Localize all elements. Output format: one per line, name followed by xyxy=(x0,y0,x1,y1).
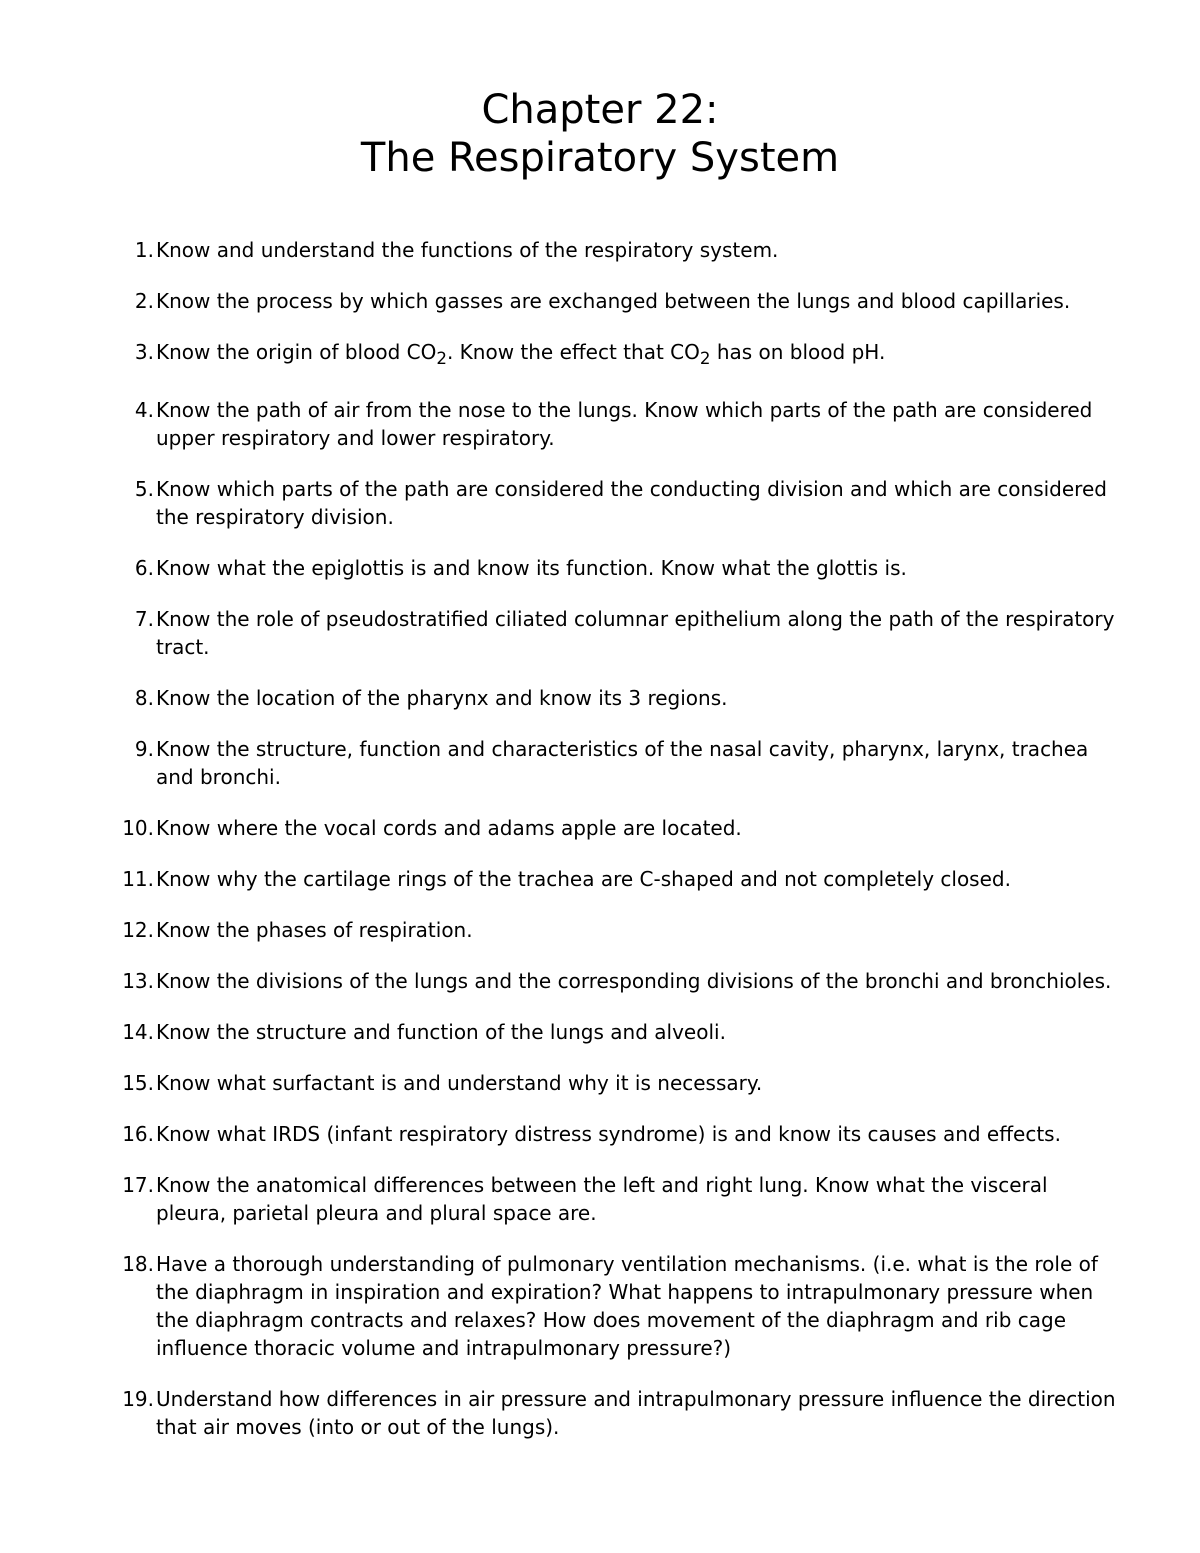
item-text: Know the divisions of the lungs and the corresponding divisions of the bronchi and bronchioles. xyxy=(156,969,1112,993)
item-text: Know the structure and function of the lungs and alveoli. xyxy=(156,1020,726,1044)
page-title xyxy=(0,86,1200,182)
objectives-list xyxy=(112,236,1122,1464)
list-item xyxy=(112,236,1122,264)
item-text: Understand how differences in air pressure and intrapulmonary pressure influence the direction that air moves (into or out of the lungs). xyxy=(156,1387,1116,1439)
item-number: 16. xyxy=(122,1122,154,1146)
chapter-title: The Respiratory System xyxy=(360,135,840,181)
item-number: 10. xyxy=(122,816,154,840)
list-item xyxy=(112,735,1122,791)
item-text: Know the process by which gasses are exchanged between the lungs and blood capillaries. xyxy=(156,289,1071,313)
item-number: 13. xyxy=(122,969,154,993)
item-number: 8. xyxy=(134,686,154,710)
subscript-two: 2 xyxy=(699,349,711,368)
item-number: 15. xyxy=(122,1071,154,1095)
item-number: 3. xyxy=(134,340,154,364)
item-text-part: Know the origin of blood CO xyxy=(156,340,437,364)
chapter-heading: Chapter 22: xyxy=(481,87,719,133)
item-text-part: . Know the effect that CO xyxy=(446,340,700,364)
list-item xyxy=(112,1069,1122,1097)
list-item xyxy=(112,916,1122,944)
item-number: 9. xyxy=(134,737,154,761)
item-number: 2. xyxy=(134,289,154,313)
item-number: 7. xyxy=(134,607,154,631)
list-item xyxy=(112,475,1122,531)
item-text: Have a thorough understanding of pulmonary ventilation mechanisms. (i.e. what is the role of the diaphragm in inspiration and expiration? What happens to intrapulmonary pressure when the diaphragm contracts and relaxes? How does movement of the diaphragm and rib cage influence thoracic volume and intrapulmonary pressure?) xyxy=(156,1252,1098,1360)
list-item xyxy=(112,814,1122,842)
list-item xyxy=(112,1018,1122,1046)
list-item xyxy=(112,396,1122,452)
item-text: Know what IRDS (infant respiratory distress syndrome) is and know its causes and effects. xyxy=(156,1122,1061,1146)
item-text: Know which parts of the path are considered the conducting division and which are considered the respiratory division. xyxy=(156,477,1107,529)
item-number: 1. xyxy=(134,238,154,262)
list-item xyxy=(112,684,1122,712)
item-text: Know the role of pseudostratified ciliated columnar epithelium along the path of the respiratory tract. xyxy=(156,607,1115,659)
list-item xyxy=(112,1250,1122,1362)
item-number: 4. xyxy=(134,398,154,422)
item-text: Know the location of the pharynx and know its 3 regions. xyxy=(156,686,728,710)
subscript-two: 2 xyxy=(436,349,447,368)
item-text: Know what the epiglottis is and know its function. Know what the glottis is. xyxy=(156,556,907,580)
list-item xyxy=(112,287,1122,315)
item-text-part: has on blood pH. xyxy=(710,340,886,364)
item-number: 17. xyxy=(122,1173,154,1197)
item-number: 14. xyxy=(122,1020,154,1044)
item-text: Know the anatomical differences between the left and right lung. Know what the visceral pleura, parietal pleura and plural space are. xyxy=(156,1173,1048,1225)
list-item xyxy=(112,554,1122,582)
list-item xyxy=(112,1120,1122,1148)
item-text: Know why the cartilage rings of the trachea are C-shaped and not completely closed. xyxy=(156,867,1011,891)
item-text: Know where the vocal cords and adams apple are located. xyxy=(156,816,742,840)
item-number: 5. xyxy=(134,477,154,501)
item-number: 19. xyxy=(122,1387,154,1411)
item-number: 6. xyxy=(134,556,154,580)
list-item xyxy=(112,1171,1122,1227)
item-number: 11. xyxy=(122,867,154,891)
item-text: Know and understand the functions of the respiratory system. xyxy=(156,238,779,262)
item-text: Know the phases of respiration. xyxy=(156,918,473,942)
item-text: Know what surfactant is and understand why it is necessary. xyxy=(156,1071,763,1095)
item-number: 12. xyxy=(122,918,154,942)
list-item xyxy=(112,338,1122,373)
item-text: Know the structure, function and characteristics of the nasal cavity, pharynx, larynx, trachea and bronchi. xyxy=(156,737,1089,789)
list-item xyxy=(112,865,1122,893)
list-item xyxy=(112,605,1122,661)
list-item xyxy=(112,1385,1122,1441)
item-number: 18. xyxy=(122,1252,154,1276)
list-item xyxy=(112,967,1122,995)
item-text: Know the path of air from the nose to the lungs. Know which parts of the path are considered upper respiratory and lower respiratory. xyxy=(156,398,1093,450)
item-text xyxy=(154,338,1122,373)
